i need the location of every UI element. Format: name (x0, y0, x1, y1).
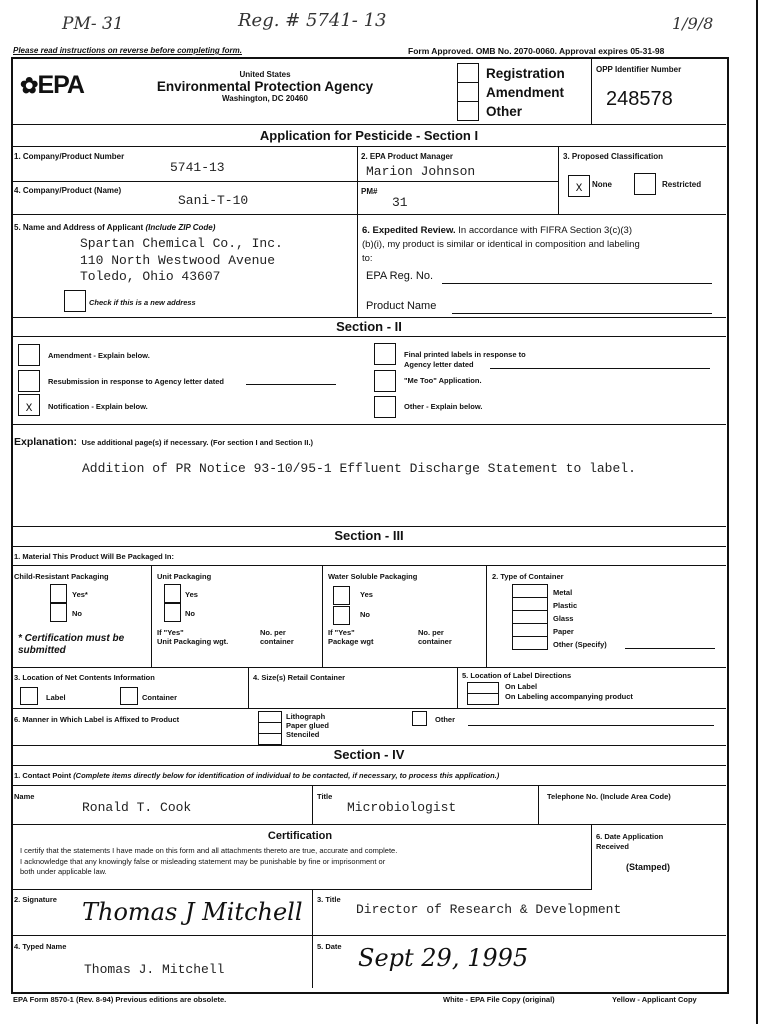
on-labeling-checkbox[interactable] (467, 693, 499, 705)
water-yes-checkbox[interactable] (333, 586, 350, 605)
net-container-label: Container (142, 693, 178, 702)
other-explain-checkbox[interactable] (374, 396, 396, 418)
date-signed[interactable]: Sept 29, 1995 (358, 944, 529, 972)
unit-yes-checkbox[interactable] (164, 584, 181, 603)
applicant-line-1[interactable]: Spartan Chemical Co., Inc. (80, 236, 283, 251)
divider (248, 668, 249, 708)
me-too-checkbox[interactable] (374, 370, 396, 392)
rule (12, 526, 726, 527)
rule (12, 424, 726, 425)
net-label-label: Label (46, 693, 66, 702)
water-no-checkbox[interactable] (333, 606, 350, 625)
resubmission-checkbox[interactable] (18, 370, 40, 392)
section2-title: Section - II (336, 319, 402, 334)
handwritten-pm: PM- 31 (62, 14, 124, 34)
water-container: container (418, 637, 452, 646)
unit-packaging-label: Unit Packaging (157, 572, 212, 581)
child-resistant-yes-checkbox[interactable] (50, 584, 67, 603)
divider (591, 58, 592, 124)
rule (12, 824, 726, 825)
section3-title: Section - III (334, 528, 404, 543)
divider (538, 786, 539, 824)
divider (357, 215, 358, 317)
other-explain-label: Other - Explain below. (404, 402, 483, 411)
container-glass-label: Glass (553, 614, 574, 623)
net-container-checkbox[interactable] (120, 687, 138, 705)
pm-number-label: PM# (361, 187, 378, 196)
me-too-label: "Me Too" Application. (404, 376, 482, 385)
divider (457, 668, 458, 708)
certification-text-1: I certify that the statements I have made on this form and all attachments thereto are true, accurate and complete. (20, 846, 398, 855)
page-edge (756, 0, 758, 1024)
certification-title: Certification (267, 830, 333, 842)
contact-title[interactable]: Microbiologist (347, 800, 457, 815)
net-contents-label: 3. Location of Net Contents Information (14, 673, 155, 682)
title2[interactable]: Director of Research & Development (356, 902, 622, 917)
classification-label: 3. Proposed Classification (563, 152, 664, 161)
yellow-copy: Yellow - Applicant Copy (612, 995, 697, 1004)
stenciled-checkbox[interactable] (258, 733, 282, 745)
registration-checkbox[interactable] (457, 63, 479, 83)
typed-name-label: 4. Typed Name (14, 942, 67, 951)
expedited-line-2: (b)(i), my product is similar or identical in composition and labeling (362, 239, 640, 250)
manner-other-checkbox[interactable] (412, 711, 427, 726)
resubmission-date-input[interactable] (246, 384, 336, 385)
water-if-yes: If "Yes" (328, 628, 355, 637)
rule (12, 785, 726, 786)
rule (12, 708, 726, 709)
container-other-label: Other (Specify) (553, 640, 607, 649)
date-label: 5. Date (317, 942, 342, 951)
agency-country: United States (239, 70, 291, 79)
container-type-label: 2. Type of Container (492, 572, 564, 581)
notification-label: Notification - Explain below. (48, 402, 148, 411)
resubmission-label: Resubmission in response to Agency letter dated (48, 377, 225, 386)
rule (12, 889, 592, 890)
manner-other-input[interactable] (468, 725, 714, 726)
amendment-checkbox[interactable] (457, 82, 479, 102)
other-type-label: Other (486, 104, 523, 119)
signature-label: 2. Signature (14, 895, 57, 904)
divider (312, 786, 313, 824)
water-soluble-label: Water Soluble Packaging (328, 572, 418, 581)
container-plastic-checkbox[interactable] (512, 597, 548, 611)
new-address-checkbox[interactable] (64, 290, 86, 312)
rule (12, 765, 726, 766)
child-resistant-no-checkbox[interactable] (50, 603, 67, 622)
divider (312, 890, 313, 988)
instructions-notice: Please read instructions on reverse before completing form. (13, 46, 242, 55)
rule (12, 745, 726, 746)
rule (12, 336, 726, 337)
unit-yes-label: Yes (185, 590, 198, 599)
epa-flower-icon: ✿ (20, 73, 38, 98)
final-printed-label: Final printed labels in response to (404, 350, 526, 359)
unit-no-label: No (185, 609, 195, 618)
handwritten-corner: 1/9/8 (672, 14, 714, 33)
child-resistant-yes-label: Yes* (72, 590, 88, 599)
applicant-label: 5. Name and Address of Applicant (Include ZIP Code) (14, 223, 216, 232)
expedited-reg-label: EPA Reg. No. (366, 270, 434, 282)
registration-label: Registration (486, 66, 565, 81)
classification-restricted-label: Restricted (662, 180, 702, 189)
contact-title-label: Title (317, 792, 333, 801)
product-name-input[interactable] (452, 313, 712, 314)
rule (12, 214, 726, 215)
unit-wgt-label: Unit Packaging wgt. (157, 637, 229, 646)
company-product-name[interactable]: Sani-T-10 (178, 193, 249, 208)
agency-name: Environmental Protection Agency (156, 79, 374, 94)
unit-if-yes: If "Yes" (157, 628, 184, 637)
form-approved: Form Approved. OMB No. 2070-0060. Approval expires 05-31-98 (408, 46, 665, 56)
applicant-line-2[interactable]: 110 North Westwood Avenue (80, 252, 276, 268)
new-address-label: Check if this is a new address (89, 298, 196, 307)
rule (12, 317, 726, 318)
notification-checkbox[interactable]: X (18, 394, 40, 416)
contact-name-label: Name (14, 792, 35, 801)
water-package-wgt: Package wgt (328, 637, 374, 646)
form-number: EPA Form 8570-1 (Rev. 8-94) Previous editions are obsolete. (13, 995, 227, 1004)
divider (151, 566, 152, 667)
child-resistant-label: Child-Resistant Packaging (14, 572, 109, 581)
classification-none-label: None (592, 180, 612, 189)
opp-label: OPP Identifier Number (596, 65, 682, 74)
pm-number[interactable]: 31 (392, 195, 408, 210)
agency-letter-date-input[interactable] (490, 368, 710, 369)
company-product-name-label: 4. Company/Product (Name) (14, 186, 122, 195)
rule (12, 935, 726, 936)
rule (12, 181, 358, 182)
on-labeling-label: On Labeling accompanying product (505, 692, 633, 701)
other-type-checkbox[interactable] (457, 101, 479, 121)
reg-no-input[interactable] (442, 283, 712, 284)
certification-text-2: I acknowledge that any knowingly false or misleading statement may be punishable by fine or imprisonment or (20, 856, 386, 866)
contact-name[interactable]: Ronald T. Cook (82, 800, 192, 815)
agency-address: Washington, DC 20460 (222, 94, 308, 103)
water-no-per: No. per (418, 628, 444, 637)
certification-note: * Certification must be submitted (18, 633, 125, 656)
container-metal-checkbox[interactable] (512, 584, 548, 598)
contact-point-label: 1. Contact Point (Complete items directly below for identification of individual to be contacted, if necessary, to process this application.) (14, 771, 500, 780)
rule (12, 124, 726, 125)
handwritten-reg: Reg. # 5741- 13 (238, 10, 387, 31)
product-manager[interactable]: Marion Johnson (366, 164, 476, 179)
amendment-explain-label: Amendment - Explain below. (48, 351, 150, 360)
unit-no-per: No. per (260, 628, 286, 637)
water-no-label: No (360, 610, 370, 619)
child-resistant-no-label: No (72, 609, 82, 618)
container-metal-label: Metal (553, 588, 573, 597)
amendment-explain-checkbox[interactable] (18, 344, 40, 366)
rule (357, 181, 559, 182)
epa-logo: ✿EPA (20, 71, 84, 99)
water-yes-label: Yes (360, 590, 373, 599)
material-label: 1. Material This Product Will Be Packaged In: (14, 552, 174, 561)
container-paper-checkbox[interactable] (512, 623, 548, 637)
expedited-line-3: to: (362, 253, 373, 264)
stenciled-label: Stenciled (286, 730, 320, 739)
rule (12, 667, 726, 668)
telephone-label: Telephone No. (Include Area Code) (547, 792, 671, 801)
rule (12, 565, 726, 566)
typed-name[interactable]: Thomas J. Mitchell (84, 962, 225, 977)
company-product-number-label: 1. Company/Product Number (14, 152, 125, 161)
date-received-1: 6. Date Application (596, 832, 664, 841)
company-product-number[interactable]: 5741-13 (170, 160, 225, 175)
amendment-label: Amendment (486, 85, 565, 100)
classification-restricted-checkbox[interactable] (634, 173, 656, 195)
opp-number: 248578 (606, 88, 673, 110)
explanation-text[interactable]: Addition of PR Notice 93-10/95-1 Effluent Discharge Statement to label. (82, 461, 636, 476)
divider (486, 566, 487, 667)
unit-no-checkbox[interactable] (164, 603, 181, 622)
container-glass-checkbox[interactable] (512, 610, 548, 624)
label-directions-label: 5. Location of Label Directions (462, 671, 572, 680)
title2-label: 3. Title (317, 895, 341, 904)
expedited-line-1: 6. Expedited Review. In accordance with FIFRA Section 3(c)(3) (362, 225, 632, 236)
expedited-product-label: Product Name (366, 300, 437, 312)
white-copy: White - EPA File Copy (original) (443, 995, 555, 1004)
date-received-2: Received (596, 842, 629, 851)
applicant-line-3[interactable]: Toledo, Ohio 43607 (80, 269, 221, 284)
agency-letter-label: Agency letter dated (404, 360, 474, 369)
container-paper-label: Paper (553, 627, 574, 636)
lithograph-label: Lithograph (286, 712, 326, 721)
net-label-checkbox[interactable] (20, 687, 38, 705)
paper-glued-label: Paper glued (286, 721, 329, 730)
rule (12, 546, 726, 547)
container-plastic-label: Plastic (553, 601, 578, 610)
manner-label: 6. Manner in Which Label is Affixed to Product (14, 715, 180, 724)
signature[interactable]: Thomas J Mitchell (82, 898, 303, 926)
retail-sizes-label: 4. Size(s) Retail Container (253, 673, 346, 682)
container-other-checkbox[interactable] (512, 636, 548, 650)
section4-title: Section - IV (333, 747, 405, 762)
date-received-stamped: (Stamped) (626, 862, 671, 872)
certification-text-3: both under applicable law. (20, 867, 107, 876)
classification-none-checkbox[interactable]: X (568, 175, 590, 197)
section1-title: Application for Pesticide - Section I (259, 128, 479, 143)
divider (591, 825, 592, 889)
divider (322, 566, 323, 667)
explanation-header: Explanation: Use additional page(s) if necessary. (For section I and Section II.) (14, 436, 314, 448)
product-manager-label: 2. EPA Product Manager (361, 152, 454, 161)
rule (12, 146, 726, 147)
container-other-input[interactable] (625, 648, 715, 649)
unit-container: container (260, 637, 294, 646)
on-label-label: On Label (505, 682, 538, 691)
final-printed-checkbox[interactable] (374, 343, 396, 365)
manner-other-label: Other (435, 715, 456, 724)
